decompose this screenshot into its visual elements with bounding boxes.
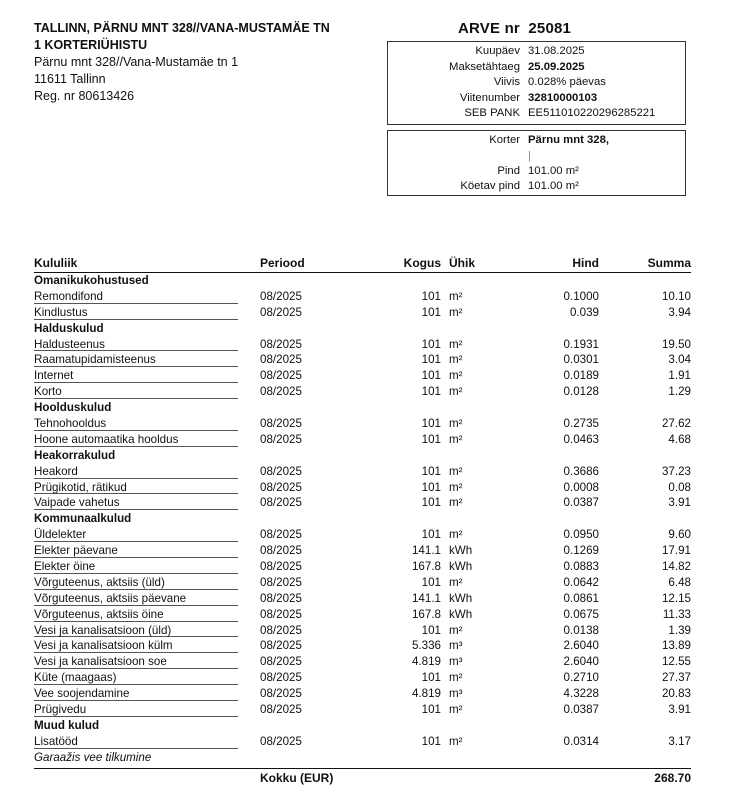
table-row	[34, 352, 691, 368]
table-row	[34, 495, 691, 511]
item-qty: 101	[421, 289, 441, 303]
table-header	[34, 256, 691, 273]
group-name: Halduskulud	[34, 321, 104, 335]
item-name: Remondifond	[34, 289, 103, 303]
table-row	[34, 591, 691, 607]
item-name: Elekter öine	[34, 560, 96, 574]
item-sum: 11.33	[662, 607, 691, 621]
item-qty: 101	[421, 417, 441, 431]
item-qty: 101	[421, 432, 441, 446]
item-name: Korto	[34, 385, 62, 399]
item-sum: 13.89	[661, 639, 691, 653]
table-row	[34, 368, 691, 384]
item-price: 0.0128	[563, 385, 599, 399]
item-sum: 3.91	[668, 703, 691, 717]
table-row	[34, 416, 691, 432]
item-price: 0.3686	[563, 464, 599, 478]
table-row	[34, 607, 691, 623]
apartment-box	[387, 130, 686, 196]
item-price: 0.0387	[563, 703, 599, 717]
item-qty: 101	[421, 305, 441, 319]
note-text: Garaažis vee tilkumine	[34, 750, 152, 764]
item-period: 08/2025	[260, 591, 302, 605]
item-qty: 4.819	[411, 687, 441, 701]
item-name: Lisatööd	[34, 734, 78, 748]
item-qty: 141.1	[411, 591, 441, 605]
table-row	[34, 623, 691, 639]
item-name: Heakord	[34, 464, 78, 478]
group-name: Heakorrakulud	[34, 448, 116, 462]
item-qty: 101	[421, 369, 441, 383]
item-unit: m²	[449, 703, 463, 717]
item-name: Vaipade vahetus	[34, 496, 120, 510]
invoice-field-label: Kuupäev	[475, 45, 520, 57]
item-sum: 27.37	[661, 671, 691, 685]
group-name: Kommunaalkulud	[34, 512, 132, 526]
item-sum: 20.83	[661, 687, 691, 701]
item-qty: 101	[421, 623, 441, 637]
item-name: Võrguteenus, aktsiis (üld)	[34, 575, 165, 589]
item-period: 08/2025	[260, 385, 302, 399]
item-period: 08/2025	[260, 337, 302, 351]
item-price: 0.0314	[563, 734, 599, 748]
table-row	[34, 559, 691, 575]
group-heading	[34, 448, 691, 464]
invoice-title	[458, 20, 571, 37]
table-row	[34, 638, 691, 654]
table-row	[34, 543, 691, 559]
item-unit: kWh	[449, 544, 473, 558]
korter-extra: |	[528, 150, 531, 162]
header-period: Periood	[260, 256, 305, 270]
header-qty: Kogus	[403, 256, 441, 270]
invoice-field-value: 0.028% päevas	[528, 76, 606, 89]
item-name: Vesi ja kanalisatsioon (üld)	[34, 623, 172, 637]
item-unit: m³	[449, 687, 463, 701]
item-sum: 4.68	[668, 432, 691, 446]
table-row	[34, 670, 691, 686]
item-unit: m²	[449, 734, 463, 748]
item-name: Küte (maagaas)	[34, 671, 117, 685]
group-heading	[34, 718, 691, 734]
invoice-field-label: Viivis	[493, 76, 520, 89]
item-price: 0.1931	[563, 337, 599, 351]
item-name: Kindlustus	[34, 305, 88, 319]
item-qty: 101	[421, 575, 441, 589]
item-unit: m²	[449, 480, 463, 494]
item-unit: m²	[449, 385, 463, 399]
item-unit: m²	[449, 417, 463, 431]
group-name: Muud kulud	[34, 718, 100, 732]
row-underline	[34, 398, 238, 399]
item-sum: 17.91	[661, 544, 691, 558]
item-sum: 3.04	[668, 353, 691, 367]
item-sum: 12.55	[661, 655, 691, 669]
invoice-field-value: EE511010220296285221	[528, 107, 656, 120]
item-qty: 101	[421, 353, 441, 367]
table-row	[34, 337, 691, 353]
koetav-label: Köetav pind	[460, 180, 520, 192]
item-unit: m²	[449, 432, 463, 446]
invoice-field-value: 25.09.2025	[528, 60, 585, 73]
item-price: 0.0387	[563, 496, 599, 510]
pind-value: 101.00 m²	[528, 165, 579, 177]
table-row	[34, 384, 691, 400]
item-sum: 6.48	[668, 575, 691, 589]
group-name: Hoolduskulud	[34, 401, 112, 415]
item-price: 0.039	[569, 305, 599, 319]
item-period: 08/2025	[260, 305, 302, 319]
group-heading	[34, 273, 691, 289]
item-sum: 1.91	[668, 369, 691, 383]
item-period: 08/2025	[260, 528, 302, 542]
invoice-field-label: Maksetähtaeg	[449, 60, 520, 73]
table-body	[34, 273, 691, 766]
item-name: Vesi ja kanalisatsioon külm	[34, 639, 173, 653]
charges-table	[34, 256, 691, 787]
item-period: 08/2025	[260, 353, 302, 367]
item-price: 4.3228	[563, 687, 599, 701]
company-block	[34, 20, 384, 105]
item-name: Raamatupidamisteenus	[34, 353, 156, 367]
item-sum: 3.17	[668, 734, 691, 748]
koetav-value: 101.00 m²	[528, 180, 579, 192]
item-qty: 141.1	[411, 544, 441, 558]
item-name: Elekter päevane	[34, 544, 118, 558]
header-name: Kululiik	[34, 256, 78, 270]
item-period: 08/2025	[260, 544, 302, 558]
table-row	[34, 289, 691, 305]
item-name: Vee soojendamine	[34, 687, 130, 701]
item-period: 08/2025	[260, 639, 302, 653]
group-heading	[34, 321, 691, 337]
item-qty: 101	[421, 480, 441, 494]
company-name-line1: TALLINN, PÄRNU MNT 328//VANA-MUSTAMÄE TN	[34, 21, 330, 35]
item-name: Prügikotid, rätikud	[34, 480, 127, 494]
item-unit: m²	[449, 623, 463, 637]
item-name: Tehnohooldus	[34, 417, 107, 431]
item-qty: 5.336	[411, 639, 441, 653]
item-name: Internet	[34, 369, 74, 383]
item-sum: 37.23	[661, 464, 691, 478]
item-name: Haldusteenus	[34, 337, 105, 351]
item-price: 2.6040	[563, 639, 599, 653]
item-unit: m²	[449, 671, 463, 685]
item-qty: 167.8	[411, 607, 441, 621]
table-row	[34, 527, 691, 543]
item-period: 08/2025	[260, 480, 302, 494]
item-unit: m²	[449, 575, 463, 589]
item-price: 0.1269	[563, 544, 599, 558]
header-unit: Ühik	[449, 256, 476, 270]
table-row	[34, 702, 691, 718]
item-period: 08/2025	[260, 703, 302, 717]
item-period: 08/2025	[260, 671, 302, 685]
item-qty: 101	[421, 496, 441, 510]
item-period: 08/2025	[260, 560, 302, 574]
pind-label: Pind	[497, 165, 520, 177]
item-sum: 14.82	[661, 560, 691, 574]
item-period: 08/2025	[260, 734, 302, 748]
item-unit: m²	[449, 369, 463, 383]
item-price: 0.0642	[563, 575, 599, 589]
item-sum: 1.29	[668, 385, 691, 399]
item-sum: 12.15	[661, 591, 691, 605]
invoice-details-box	[387, 41, 686, 125]
item-period: 08/2025	[260, 575, 302, 589]
item-sum: 3.94	[668, 305, 691, 319]
item-period: 08/2025	[260, 417, 302, 431]
company-address: Pärnu mnt 328//Vana-Mustamäe tn 1	[34, 55, 239, 69]
item-period: 08/2025	[260, 607, 302, 621]
item-unit: m³	[449, 655, 463, 669]
item-sum: 9.60	[668, 528, 691, 542]
header-price: Hind	[572, 256, 599, 270]
item-price: 0.0675	[563, 607, 599, 621]
invoice-title-label: ARVE nr	[458, 20, 520, 37]
item-sum: 1.39	[668, 623, 691, 637]
item-sum: 3.91	[668, 496, 691, 510]
item-price: 0.2710	[563, 671, 599, 685]
item-qty: 101	[421, 385, 441, 399]
invoice-number: 25081	[528, 20, 572, 37]
item-unit: m²	[449, 496, 463, 510]
item-price: 0.0301	[563, 353, 599, 367]
item-period: 08/2025	[260, 655, 302, 669]
item-qty: 101	[421, 703, 441, 717]
item-period: 08/2025	[260, 496, 302, 510]
item-unit: m³	[449, 639, 463, 653]
table-row	[34, 654, 691, 670]
item-name: Vesi ja kanalisatsioon soe	[34, 655, 167, 669]
item-price: 0.0138	[563, 623, 599, 637]
row-note	[34, 750, 691, 766]
company-reg: Reg. nr 80613426	[34, 89, 135, 103]
korter-label: Korter	[489, 134, 520, 146]
item-unit: m²	[449, 353, 463, 367]
item-price: 0.0008	[563, 480, 599, 494]
item-period: 08/2025	[260, 464, 302, 478]
item-period: 08/2025	[260, 687, 302, 701]
korter-value: Pärnu mnt 328,	[528, 134, 609, 146]
item-unit: m²	[449, 464, 463, 478]
item-price: 0.1000	[563, 289, 599, 303]
item-name: Hoone automaatika hooldus	[34, 432, 179, 446]
item-sum: 19.50	[661, 337, 691, 351]
item-period: 08/2025	[260, 369, 302, 383]
item-price: 0.2735	[563, 417, 599, 431]
item-unit: kWh	[449, 607, 473, 621]
group-heading	[34, 400, 691, 416]
item-sum: 27.62	[661, 417, 691, 431]
item-qty: 101	[421, 734, 441, 748]
item-price: 0.0189	[563, 369, 599, 383]
item-period: 08/2025	[260, 432, 302, 446]
item-period: 08/2025	[260, 289, 302, 303]
total-label: Kokku (EUR)	[260, 770, 334, 785]
company-city: 11611 Tallinn	[34, 72, 106, 86]
total-value: 268.70	[654, 770, 691, 785]
group-heading	[34, 511, 691, 527]
invoice-field-value: 32810000103	[528, 91, 598, 104]
invoice-field-label: SEB PANK	[464, 107, 520, 120]
header-sum: Summa	[647, 256, 691, 270]
item-price: 0.0883	[563, 560, 599, 574]
item-price: 0.0950	[563, 528, 599, 542]
item-price: 2.6040	[563, 655, 599, 669]
table-row	[34, 734, 691, 750]
item-qty: 101	[421, 528, 441, 542]
table-row	[34, 432, 691, 448]
group-name: Omanikukohustused	[34, 274, 149, 287]
table-row	[34, 464, 691, 480]
item-unit: m²	[449, 337, 463, 351]
item-unit: kWh	[449, 560, 473, 574]
item-sum: 10.10	[661, 289, 691, 303]
item-name: Võrguteenus, aktsiis päevane	[34, 591, 187, 605]
item-unit: m²	[449, 528, 463, 542]
table-row	[34, 575, 691, 591]
item-unit: m²	[449, 289, 463, 303]
invoice-field-label: Viitenumber	[459, 91, 520, 104]
table-row	[34, 305, 691, 321]
table-row	[34, 686, 691, 702]
item-name: Võrguteenus, aktsiis öine	[34, 607, 164, 621]
item-sum: 0.08	[668, 480, 691, 494]
item-qty: 167.8	[411, 560, 441, 574]
item-unit: kWh	[449, 591, 473, 605]
item-price: 0.0463	[563, 432, 599, 446]
table-row	[34, 480, 691, 496]
company-name-line2: 1 KORTERIÜHISTU	[34, 38, 148, 52]
item-name: Prügivedu	[34, 703, 87, 717]
invoice-field-value: 31.08.2025	[528, 45, 585, 57]
item-qty: 101	[421, 464, 441, 478]
item-unit: m²	[449, 305, 463, 319]
item-qty: 4.819	[411, 655, 441, 669]
item-price: 0.0861	[563, 591, 599, 605]
item-name: Üldelekter	[34, 528, 87, 542]
item-period: 08/2025	[260, 623, 302, 637]
item-qty: 101	[421, 671, 441, 685]
total-row	[34, 768, 691, 787]
item-qty: 101	[421, 337, 441, 351]
